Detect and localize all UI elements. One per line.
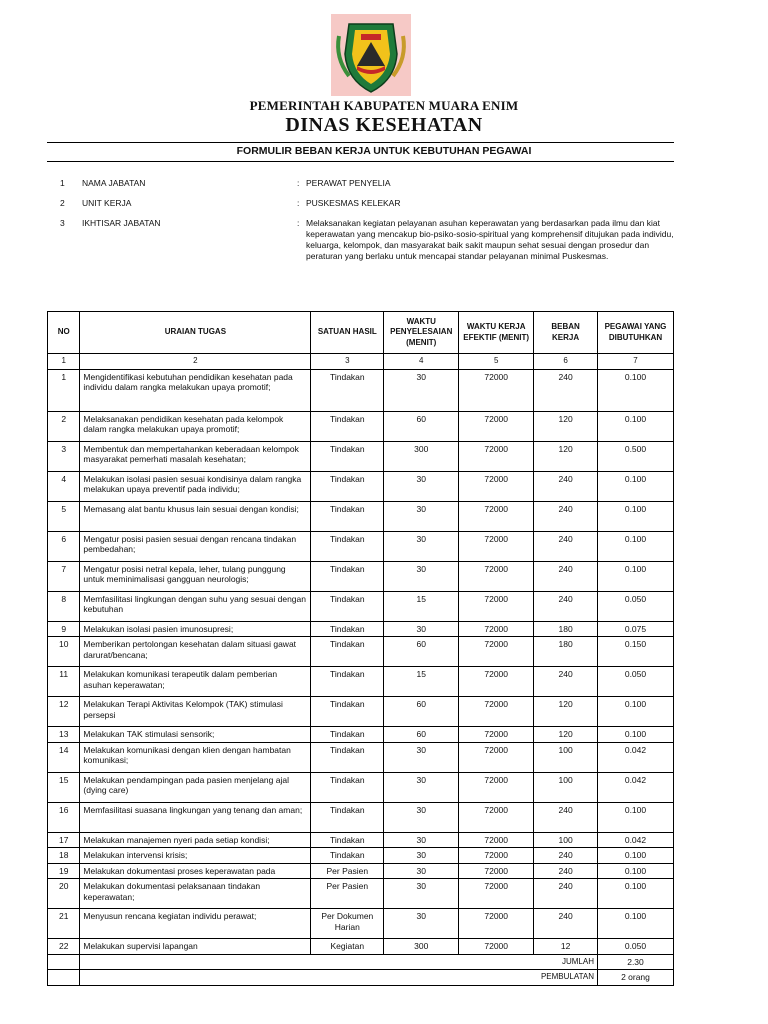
department-name: DINAS KESEHATAN [285, 114, 483, 136]
table-row [48, 411, 674, 441]
table-row [48, 848, 674, 864]
workload: 180 [534, 637, 598, 667]
header-staff-needed: PEGAWAI YANG DIBUTUHKAN [597, 312, 673, 354]
task-description: Melakukan dokumentasi proses keperawatan pada [80, 863, 311, 879]
unit-result: Tindakan [311, 637, 384, 667]
table-row [48, 772, 674, 802]
task-description: Memfasilitasi suasana lingkungan yang tenang dan aman; [80, 802, 311, 832]
unit-result: Tindakan [311, 561, 384, 591]
row-no: 6 [48, 531, 80, 561]
workload: 120 [534, 441, 598, 471]
row-no: 1 [48, 369, 80, 411]
effective-time: 72000 [459, 531, 534, 561]
unit-result: Tindakan [311, 621, 384, 637]
unit-result: Per Pasien [311, 879, 384, 909]
unit-result: Tindakan [311, 369, 384, 411]
staff-needed: 0.100 [597, 411, 673, 441]
info-value: PERAWAT PENYELIA [306, 178, 391, 188]
effective-time: 72000 [459, 939, 534, 955]
unit-result: Tindakan [311, 501, 384, 531]
unit-result: Tindakan [311, 697, 384, 727]
workload-table [47, 311, 674, 986]
completion-time: 30 [384, 742, 459, 772]
task-description: Melakukan supervisi lapangan [80, 939, 311, 955]
row-no: 11 [48, 667, 80, 697]
header-no: NO [48, 312, 80, 354]
effective-time: 72000 [459, 591, 534, 621]
row-no: 22 [48, 939, 80, 955]
staff-needed: 0.100 [597, 863, 673, 879]
row-no: 15 [48, 772, 80, 802]
workload: 240 [534, 531, 598, 561]
effective-time: 72000 [459, 471, 534, 501]
workload: 240 [534, 369, 598, 411]
completion-time: 30 [384, 909, 459, 939]
table-row [48, 939, 674, 955]
workload: 100 [534, 742, 598, 772]
header-effective-time: WAKTU KERJA EFEKTIF (MENIT) [459, 312, 534, 354]
effective-time: 72000 [459, 637, 534, 667]
workload: 240 [534, 879, 598, 909]
workload: 100 [534, 772, 598, 802]
task-description: Membentuk dan mempertahankan keberadaan kelompok masyarakat pemerhati masalah kesehatan; [80, 441, 311, 471]
completion-time: 30 [384, 471, 459, 501]
staff-needed: 0.100 [597, 369, 673, 411]
effective-time: 72000 [459, 909, 534, 939]
total-label: JUMLAH [80, 954, 598, 970]
task-description: Menyusun rencana kegiatan individu perawat; [80, 909, 311, 939]
staff-needed: 0.042 [597, 832, 673, 848]
table-row [48, 591, 674, 621]
completion-time: 300 [384, 441, 459, 471]
staff-needed: 0.075 [597, 621, 673, 637]
staff-needed: 0.050 [597, 939, 673, 955]
divider-bottom [47, 161, 674, 162]
staff-needed: 0.100 [597, 697, 673, 727]
effective-time: 72000 [459, 848, 534, 864]
workload: 240 [534, 501, 598, 531]
table-row [48, 501, 674, 531]
row-no: 10 [48, 637, 80, 667]
staff-needed: 0.100 [597, 471, 673, 501]
table-row [48, 832, 674, 848]
completion-time: 60 [384, 637, 459, 667]
unit-result: Tindakan [311, 591, 384, 621]
task-description: Melakukan komunikasi dengan klien dengan hambatan komunikasi; [80, 742, 311, 772]
effective-time: 72000 [459, 501, 534, 531]
header-completion-time: WAKTU PENYELESAIAN (MENIT) [384, 312, 459, 354]
staff-needed: 0.100 [597, 802, 673, 832]
table-row [48, 471, 674, 501]
row-no: 9 [48, 621, 80, 637]
completion-time: 30 [384, 832, 459, 848]
staff-needed: 0.500 [597, 441, 673, 471]
staff-needed: 0.100 [597, 879, 673, 909]
row-no: 16 [48, 802, 80, 832]
row-no: 12 [48, 697, 80, 727]
column-index-row: 1 2 3 4 5 6 7 [48, 354, 674, 370]
completion-time: 60 [384, 727, 459, 743]
unit-result: Tindakan [311, 531, 384, 561]
completion-time: 30 [384, 863, 459, 879]
unit-result: Tindakan [311, 727, 384, 743]
total-row [48, 954, 674, 970]
staff-needed: 0.100 [597, 501, 673, 531]
unit-result: Tindakan [311, 848, 384, 864]
table-row [48, 637, 674, 667]
unit-result: Tindakan [311, 441, 384, 471]
completion-time: 30 [384, 561, 459, 591]
info-row-job-name: 1 NAMA JABATAN : PERAWAT PENYELIA [60, 178, 680, 190]
task-description: Melaksanakan pendidikan kesehatan pada kelompok dalam rangka melakukan upaya promotif; [80, 411, 311, 441]
task-description: Melakukan Terapi Aktivitas Kelompok (TAK) stimulasi persepsi [80, 697, 311, 727]
completion-time: 30 [384, 802, 459, 832]
workload: 180 [534, 621, 598, 637]
row-no: 13 [48, 727, 80, 743]
table-row [48, 561, 674, 591]
workload: 120 [534, 727, 598, 743]
effective-time: 72000 [459, 802, 534, 832]
unit-result: Tindakan [311, 772, 384, 802]
staff-needed: 0.100 [597, 561, 673, 591]
workload: 240 [534, 848, 598, 864]
form-title: FORMULIR BEBAN KERJA UNTUK KEBUTUHAN PEGAWAI [236, 145, 532, 157]
row-no: 20 [48, 879, 80, 909]
table-row [48, 727, 674, 743]
table-row [48, 802, 674, 832]
staff-needed: 0.100 [597, 727, 673, 743]
completion-time: 30 [384, 621, 459, 637]
row-no: 19 [48, 863, 80, 879]
workload: 240 [534, 909, 598, 939]
row-no: 18 [48, 848, 80, 864]
completion-time: 300 [384, 939, 459, 955]
workload: 240 [534, 802, 598, 832]
info-row-work-unit: 2 UNIT KERJA : PUSKESMAS KELEKAR [60, 198, 680, 210]
effective-time: 72000 [459, 441, 534, 471]
completion-time: 30 [384, 369, 459, 411]
staff-needed: 0.042 [597, 772, 673, 802]
staff-needed: 0.150 [597, 637, 673, 667]
effective-time: 72000 [459, 411, 534, 441]
workload: 240 [534, 561, 598, 591]
table-header-row [48, 312, 674, 354]
row-no: 17 [48, 832, 80, 848]
table-row [48, 531, 674, 561]
effective-time: 72000 [459, 369, 534, 411]
completion-time: 30 [384, 879, 459, 909]
workload: 240 [534, 591, 598, 621]
effective-time: 72000 [459, 832, 534, 848]
workload: 120 [534, 411, 598, 441]
staff-needed: 0.100 [597, 848, 673, 864]
info-label: NAMA JABATAN [82, 178, 146, 188]
task-description: Melakukan manajemen nyeri pada setiap kondisi; [80, 832, 311, 848]
header-workload: BEBAN KERJA [534, 312, 598, 354]
table-row [48, 697, 674, 727]
unit-result: Tindakan [311, 471, 384, 501]
task-description: Melakukan TAK stimulasi sensorik; [80, 727, 311, 743]
info-row-job-summary: 3 IKHTISAR JABATAN : Melaksanakan kegiatan pelayanan asuhan keperawatan yang berdasarkan pada ilmu dan kiat keperawatan yang mencakup bio-psiko-sosio-spiritual yang komprehensif ditujukan pada individu, keluarga, kelompok, dan masyarakat baik sakit maupun sehat sesuai dengan prosedur dan peraturan yang berlaku untuk mencapai standar pelayanan minimal Puskesmas. [60, 218, 680, 278]
government-name: PEMERINTAH KABUPATEN MUARA ENIM [249, 98, 519, 113]
table-row [48, 742, 674, 772]
task-description: Mengatur posisi netral kepala, leher, tulang punggung untuk meminimalisasi gangguan neurologis; [80, 561, 311, 591]
completion-time: 30 [384, 531, 459, 561]
workload: 100 [534, 832, 598, 848]
effective-time: 72000 [459, 667, 534, 697]
unit-result: Tindakan [311, 411, 384, 441]
completion-time: 15 [384, 591, 459, 621]
effective-time: 72000 [459, 863, 534, 879]
workload: 12 [534, 939, 598, 955]
effective-time: 72000 [459, 772, 534, 802]
info-value: Melaksanakan kegiatan pelayanan asuhan keperawatan yang berdasarkan pada ilmu dan kiat keperawatan yang mencakup bio-psiko-sosio-spiritual yang komprehensif ditujukan pada individu, keluarga, kelompok, dan masyarakat baik sakit maupun sehat sesuai dengan prosedur dan peraturan yang berlaku untuk mencapai standar pelayanan minimal Puskesmas. [306, 218, 674, 261]
effective-time: 72000 [459, 621, 534, 637]
effective-time: 72000 [459, 742, 534, 772]
completion-time: 15 [384, 667, 459, 697]
completion-time: 30 [384, 772, 459, 802]
workload: 240 [534, 863, 598, 879]
table-row [48, 909, 674, 939]
divider-top [47, 142, 674, 143]
completion-time: 30 [384, 848, 459, 864]
task-description: Melakukan komunikasi terapeutik dalam pemberian asuhan keperawatan; [80, 667, 311, 697]
unit-result: Kegiatan [311, 939, 384, 955]
row-no: 5 [48, 501, 80, 531]
info-value: PUSKESMAS KELEKAR [306, 198, 401, 208]
effective-time: 72000 [459, 697, 534, 727]
unit-result: Tindakan [311, 667, 384, 697]
row-no: 3 [48, 441, 80, 471]
row-no: 7 [48, 561, 80, 591]
task-description: Melakukan intervensi krisis; [80, 848, 311, 864]
regency-emblem-logo [331, 14, 411, 96]
table-row [48, 441, 674, 471]
task-description: Memasang alat bantu khusus lain sesuai dengan kondisi; [80, 501, 311, 531]
table-row [48, 369, 674, 411]
staff-needed: 0.050 [597, 591, 673, 621]
rounding-label: PEMBULATAN [80, 970, 598, 986]
row-no: 8 [48, 591, 80, 621]
task-description: Mengidentifikasi kebutuhan pendidikan kesehatan pada individu dalam rangka melakukan upaya promotif; [80, 369, 311, 411]
task-description: Melakukan isolasi pasien imunosupresi; [80, 621, 311, 637]
unit-result: Tindakan [311, 742, 384, 772]
workload: 240 [534, 471, 598, 501]
table-row [48, 621, 674, 637]
staff-needed: 0.100 [597, 531, 673, 561]
table-row [48, 863, 674, 879]
table-row [48, 667, 674, 697]
completion-time: 60 [384, 411, 459, 441]
effective-time: 72000 [459, 561, 534, 591]
header-unit: SATUAN HASIL [311, 312, 384, 354]
task-description: Memfasilitasi lingkungan dengan suhu yang sesuai dengan kebutuhan [80, 591, 311, 621]
header-task: URAIAN TUGAS [80, 312, 311, 354]
completion-time: 60 [384, 697, 459, 727]
table-row [48, 879, 674, 909]
unit-result: Tindakan [311, 832, 384, 848]
workload: 120 [534, 697, 598, 727]
staff-needed: 0.050 [597, 667, 673, 697]
unit-result: Per Pasien [311, 863, 384, 879]
effective-time: 72000 [459, 727, 534, 743]
task-description: Melakukan dokumentasi pelaksanaan tindakan keperawatan; [80, 879, 311, 909]
completion-time: 30 [384, 501, 459, 531]
workload: 240 [534, 667, 598, 697]
rounding-row [48, 970, 674, 986]
unit-result: Per Dokumen Harian [311, 909, 384, 939]
total-value: 2.30 [597, 954, 673, 970]
effective-time: 72000 [459, 879, 534, 909]
staff-needed: 0.100 [597, 909, 673, 939]
unit-result: Tindakan [311, 802, 384, 832]
row-no: 2 [48, 411, 80, 441]
task-description: Melakukan isolasi pasien sesuai kondisinya dalam rangka melakukan upaya preventif pada individu; [80, 471, 311, 501]
task-description: Memberikan pertolongan kesehatan dalam situasi gawat darurat/bencana; [80, 637, 311, 667]
row-no: 14 [48, 742, 80, 772]
rounding-value: 2 orang [597, 970, 673, 986]
info-label: UNIT KERJA [82, 198, 132, 208]
info-label: IKHTISAR JABATAN [82, 218, 161, 228]
task-description: Mengatur posisi pasien sesuai dengan rencana tindakan pembedahan; [80, 531, 311, 561]
row-no: 21 [48, 909, 80, 939]
staff-needed: 0.042 [597, 742, 673, 772]
row-no: 4 [48, 471, 80, 501]
task-description: Melakukan pendampingan pada pasien menjelang ajal (dying care) [80, 772, 311, 802]
